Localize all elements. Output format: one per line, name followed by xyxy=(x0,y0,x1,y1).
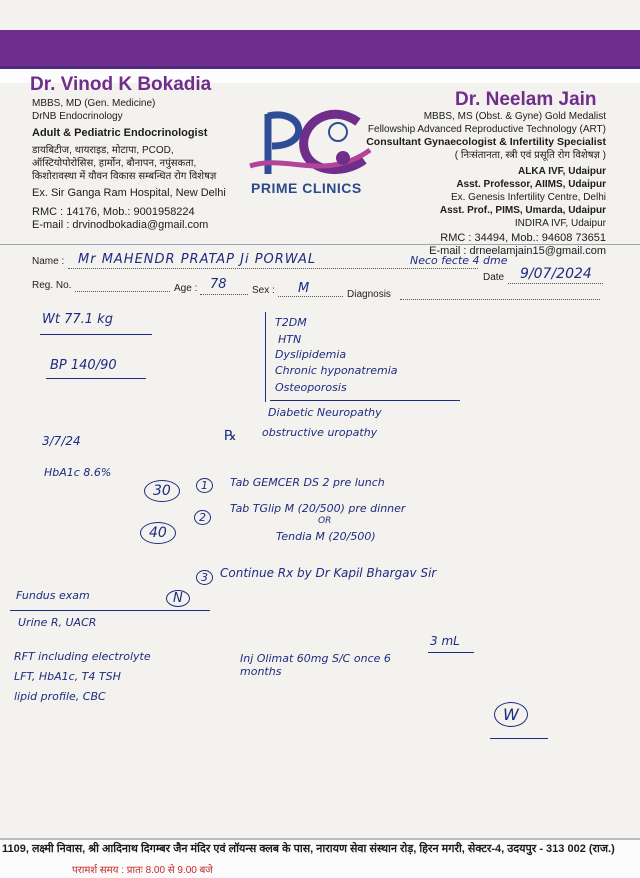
bp-underline xyxy=(46,378,146,379)
weight-underline xyxy=(40,334,152,335)
inv-5: lipid profile, CBC xyxy=(14,690,106,703)
left-degree: MBBS, MD (Gen. Medicine) xyxy=(32,98,156,109)
age-label: Age : xyxy=(174,283,198,294)
right-pos-4: Asst. Prof., PIMS, Umarda, Udaipur xyxy=(439,205,606,216)
left-rmc: RMC : 14176, Mob.: 9001958224 xyxy=(32,206,195,218)
inv-3: RFT including electrolyte xyxy=(14,650,151,663)
left-services-1: डायबिटीज, थायराइड, मोटापा, PCOD, xyxy=(32,145,174,156)
diagnosis-label: Diagnosis xyxy=(347,289,391,300)
right-pos-2: Asst. Professor, AIIMS, Udaipur xyxy=(456,179,606,190)
history-3: Dyslipidemia xyxy=(275,348,347,361)
signature-underline xyxy=(490,738,548,739)
left-specialty: Adult & Pediatric Endocrinologist xyxy=(32,127,208,139)
name-note: Neco fecte 4 dme xyxy=(410,254,508,267)
rx-3: Continue Rx by Dr Kapil Bhargav Sir xyxy=(220,566,437,580)
left-email: E-mail : drvinodbokadia@gmail.com xyxy=(32,219,209,231)
complication-2: obstructive uropathy xyxy=(262,426,378,439)
sex-value: M xyxy=(298,281,310,296)
sex-line xyxy=(278,296,343,297)
diagnosis-line xyxy=(400,299,600,300)
rx-1-dose: 30 xyxy=(144,480,180,502)
rx-1: Tab GEMCER DS 2 pre lunch xyxy=(230,476,385,489)
sex-label: Sex : xyxy=(252,285,275,296)
fundus-result: N xyxy=(166,590,190,607)
reg-line xyxy=(75,291,170,292)
name-label: Name : xyxy=(32,256,65,267)
right-degree: MBBS, MS (Obst. & Gyne) Gold Medalist xyxy=(423,111,606,122)
history-5: Osteoporosis xyxy=(275,381,347,394)
name-line xyxy=(68,268,478,269)
date-line xyxy=(508,283,603,284)
header-divider xyxy=(0,244,640,245)
left-doctor-name: Dr. Vinod K Bokadia xyxy=(30,74,212,95)
inv-underline xyxy=(10,610,210,611)
age-line xyxy=(200,294,248,295)
right-doctor-name: Dr. Neelam Jain xyxy=(455,89,597,110)
right-hindi: ( निःसंतानता, स्त्री एवं प्रसूति रोग विशेषज्ञ ) xyxy=(454,150,606,161)
patient-name: Mr MAHENDR PRATAP Ji PORWAL xyxy=(78,252,317,267)
bp-note: BP 140/90 xyxy=(50,358,117,373)
clinic-brand: PRIME CLINICS xyxy=(251,180,362,196)
right-specialty: Consultant Gynaecologist & Infertility Specialist xyxy=(366,136,606,148)
history-1: T2DM xyxy=(275,316,307,329)
right-pos-3: Ex. Genesis Infertility Centre, Delhi xyxy=(450,192,606,203)
right-rmc: RMC : 34494, Mob.: 94608 73651 xyxy=(440,232,606,244)
left-services-3: किशोरावस्था में यौवन विकास सम्बन्धित रोग विशेषज्ञ xyxy=(32,171,217,182)
left-doctor-info xyxy=(32,97,226,232)
visit-date: 9/07/2024 xyxy=(520,266,592,282)
rx-2: Tab TGlip M (20/500) pre dinner xyxy=(230,502,406,515)
date-label: Date xyxy=(483,272,505,283)
right-fellowship: Fellowship Advanced Reproductive Technology (ART) xyxy=(367,124,606,135)
history-underline xyxy=(270,400,460,401)
lab-date: 3/7/24 xyxy=(42,434,81,448)
rx-2-dose: 40 xyxy=(140,522,176,544)
inv-2: Urine R, UACR xyxy=(18,616,97,629)
history-bracket xyxy=(265,312,266,402)
inv-1: Fundus exam xyxy=(16,589,90,602)
rx-2-no: 2 xyxy=(194,510,211,525)
cross-note: 3 mL xyxy=(430,634,460,648)
left-degree-2: DrNB Endocrinology xyxy=(32,111,123,122)
right-doctor-info xyxy=(366,110,606,258)
rx-1-no: 1 xyxy=(196,478,213,493)
right-email: E-mail : drneelamjain15@gmail.com xyxy=(429,245,606,257)
rx-or: OR xyxy=(318,516,332,526)
rx-alt: Tendia M (20/500) xyxy=(276,530,376,543)
signature: W xyxy=(494,702,528,727)
footer-timing: परामर्श समय : प्रातः 8.00 से 9.00 बजे xyxy=(72,865,213,876)
rx-3-no: 3 xyxy=(196,570,213,585)
reg-label: Reg. No. xyxy=(32,280,72,291)
cross-underline xyxy=(428,652,474,653)
footer-address: 1109, लक्ष्मी निवास, श्री आदिनाथ दिगम्बर जैन मंदिर एवं लॉयन्स क्लब के पास, नारायण सेवा संस्थान रोड़, हिरन मगरी, सेक्टर-4, उदयपुर - 313 002 (राज.) xyxy=(2,843,615,855)
history-4: Chronic hyponatremia xyxy=(275,364,398,377)
left-services-2: ऑस्टियोपोरोसिस, हार्मोन, बौनापन, नपुंसकता, xyxy=(32,158,197,169)
right-pos-1: ALKA IVF, Udaipur xyxy=(518,166,606,177)
rx-symbol: ℞ xyxy=(224,428,237,444)
hba1c-note: HbA1c 8.6% xyxy=(44,466,112,479)
injection-note: Inj Olimat 60mg S/C once 6 months xyxy=(240,652,391,678)
inv-4: LFT, HbA1c, T4 TSH xyxy=(14,670,121,683)
age-value: 78 xyxy=(210,277,227,292)
complication-1: Diabetic Neuropathy xyxy=(268,406,382,419)
weight-note: Wt 77.1 kg xyxy=(42,312,113,327)
history-2: HTN xyxy=(278,333,302,346)
right-pos-5: INDIRA IVF, Udaipur xyxy=(514,218,606,229)
left-ex: Ex. Sir Ganga Ram Hospital, New Delhi xyxy=(32,187,226,199)
